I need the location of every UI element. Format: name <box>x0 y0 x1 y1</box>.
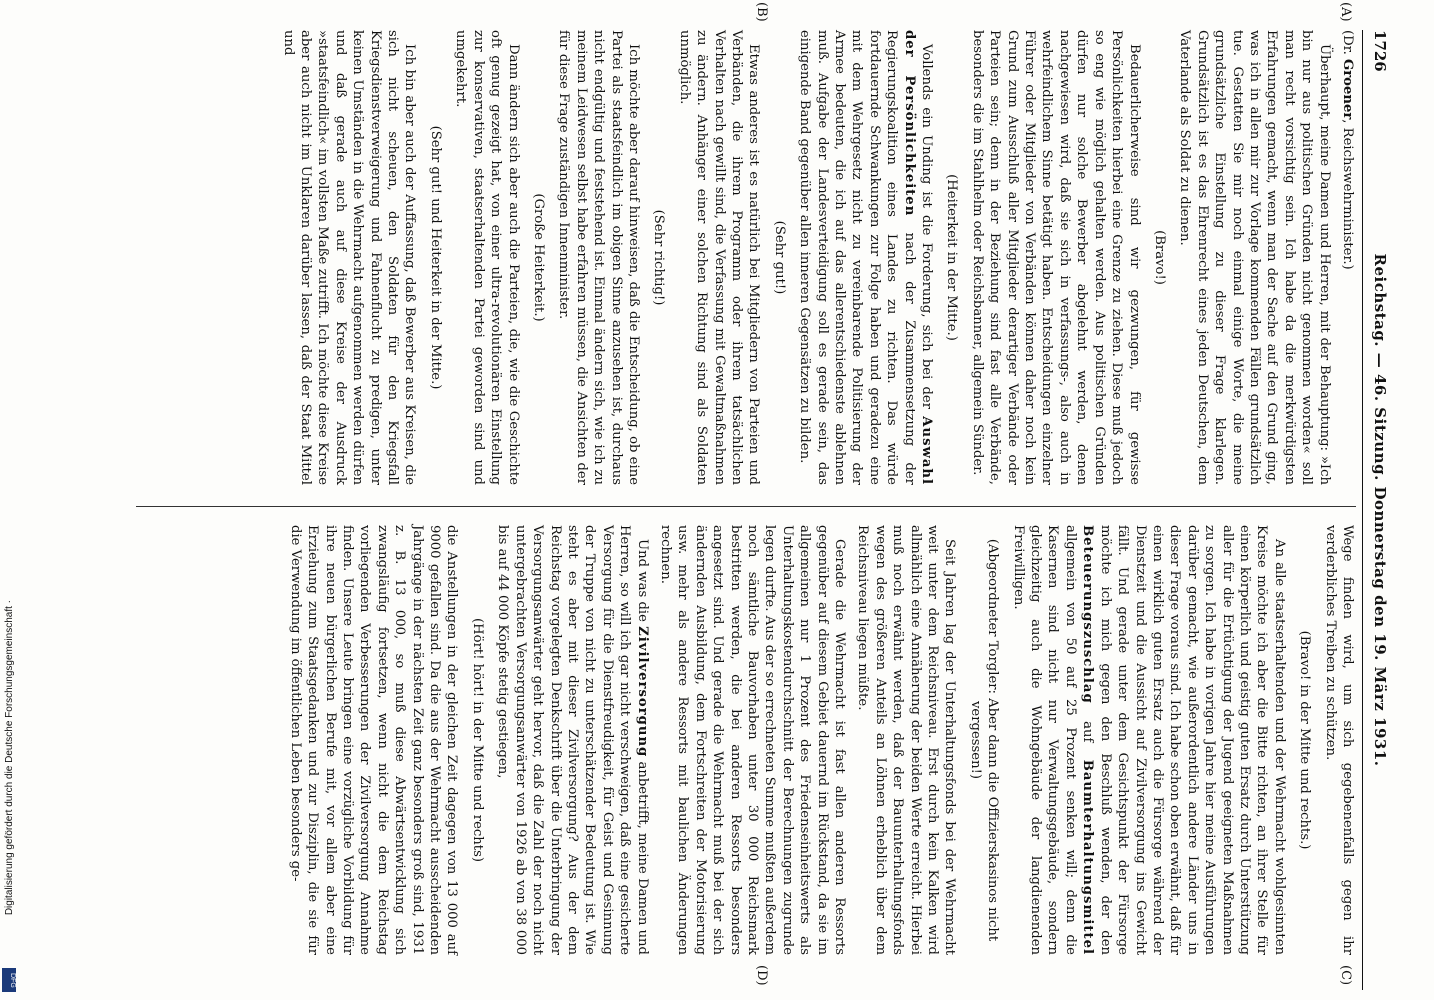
emphasis: Auswahl der Persönlichkeiten <box>901 30 935 485</box>
margin-marker-c: (C) <box>1338 965 1353 986</box>
speaker-line <box>1339 30 1356 485</box>
paragraph <box>494 525 651 955</box>
column-divider <box>136 506 1356 507</box>
paragraph: Bedauerlicherweise sind wir gezwungen, für gewisse Persönlichkeiten hierbei eine Grenze zu ziehen. Diese muß jedoch so eng wie möglich gehalten werden. Aus politischen Gründen dürfen nur solche Bewerber abgelehnt werden, denen nachgewiesen wird, daß sie sich in verfassungs-, also auch in wehrfeindlichem Sinne betätigt haben. Entscheidungen einzelner Führer oder Mitglieder von Verbänden können daher noch kein Grund zum Ausschluß aller Mitglieder derartiger Verbände oder Parteien sein; denn in der Beziehung sind fast alle Verbände, besonders die im Stahlhelm oder Reichsbanner, allgemein Sünder. <box>969 30 1142 485</box>
paragraph: die Anstellungen in der gleichen Zeit dagegen von 13 000 auf 9000 gefallen sind. Da die aus der Wehrmacht ausscheidenden Jahrgänge in der nächsten Zeit ganz besonders groß sind, 1931 z. B. 13 000, so muß diese Abwärtsentwicklung sich zwangsläufig fortsetzen, wenn nicht die dem Reichstag vorliegenden Verbesserungen der Zivilversorgung Annahme finden. Unsere Leute bringen eine vorzügliche Vorbildung für ihre neuen bürgerlichen Berufe mit, vor allem aber eine Erziehung zum Staatsgedanken und zur Disziplin, die sie für die Verwendung im öffentlichen Leben besonders ge- <box>287 525 460 955</box>
paragraph: Etwas anderes ist es natürlich bei Mitgliedern von Parteien und Verbänden, die ihrem Programm oder ihrem tatsächlichen Verhalten nach gewillt sind, die Verfassung mit Gewaltmaßnahmen zu ändern. Anhänger einer solchen Richtung sind als Soldaten unmöglich. <box>676 30 762 485</box>
text-run: Und was die <box>634 539 650 627</box>
speaker-role: , Reichswehrminister.) <box>1340 119 1355 270</box>
paragraph: Überhaupt, meine Damen und Herren, mit der Behauptung: »Ich bin nur aus politischen Gründen nicht genommen worden« soll man recht vorsichtig sein. Ich habe da die merkwürdigsten Erfahrungen gemacht, wenn man der Sache auf den Grund ging, was ich in allen mir zur Vorlage kommenden Fällen grundsätzlich tue. Gestatten Sie mir noch einmal einige Worte, die meine grundsätzliche Einstellung zu dieser Frage klarlegen. Grundsätzlich ist es das Ehrenrecht eines jeden Deutschen, dem Vaterlande als Soldat zu dienen. <box>1177 30 1332 485</box>
margin-marker-b: (B) <box>754 2 769 22</box>
interjection: (Große Heiterkeit.) <box>530 193 546 322</box>
paragraph: Seit Jahren lag der Unterhaltungsfonds bei der Wehrmacht weit unter dem Reichsniveau. Erst durch kein Kalken wird allmählich eine Annäherung der beiden Werte erreicht. Hierbei muß noch erwähnt werden, daß der Bauunterhaltungsfonds wegen des größeren Anteils an Löhnen erheblich über dem Reichsniveau liegen müßte. <box>855 525 958 955</box>
emphasis: Zivilversorgung <box>634 626 650 758</box>
paragraph <box>796 30 935 485</box>
paragraph: Ich möchte aber darauf hinweisen, daß die Entscheidung, ob eine Partei als staatsfeindlich im obigen Sinne anzusehen ist, durchaus nicht endgültig und feststehend ist. Einmal ändern sich, wie ich zu meinem Leidwesen selbst habe erfahren müssen, die Ansichten der für diese Frage zuständigen Innenminister. <box>556 30 641 485</box>
paragraph: Ich bin aber auch der Auffassung, daß Bewerber aus Kreisen, die sich nicht scheuen, den Soldaten für den Kriegsfall Kriegsdienstverweigerung und Fahnenflucht zu predigen, unter keinen Umständen in die Wehrmacht aufgenommen werden dürfen und daß gerade auch auf diese Kreise der Ausdruck »staatsfeindlich« im vollsten Maße zutrifft. Ich möchte diese Kreise aber auch nicht im Unklaren darüber lassen, daß der Staat Mittel und <box>280 30 418 485</box>
rotated-page-content <box>130 2 1390 990</box>
text-run: allgemein von 50 auf 25 Prozent senken will; denn die Kasernen sind nicht nur Verwaltungsgebäude, sondern gleichzeitig auch die Wohngebäude der langdienenden Freiwilligen. <box>1010 525 1078 955</box>
margin-marker-a: (A) <box>1338 2 1353 22</box>
header-rule <box>1362 30 1363 990</box>
interjection: (Bravo!) <box>1151 230 1167 285</box>
digitization-footer <box>2 600 18 960</box>
emphasis: Baumterhaltungsmittel <box>1080 759 1096 955</box>
interjection: (Hört! hört! in der Mitte und rechts) <box>469 618 485 862</box>
text-run: auf <box>1080 703 1096 760</box>
text-run: An alle staatserhaltenden und der Wehrmacht wohlgesinnten Kreise möchte ich aber die Bitte richten, an ihrer Stelle für einen körperlich und geistig guten Ersatz durch Unterstützung aller für die Ertüchtigung der Jugend geeigneten Maßnahmen zu sorgen. Ich habe in vorigen Jahre hier meine Ausführungen darüber gemacht, wie außerordentlich andere Länder uns in dieser Frage voraus sind. Ich habe schon oben erwähnt, daß für einen wirklich guten Ersatz auch die Fürsorge während der Dienstzeit und die Aussicht auf Zivilversorgung ins Gewicht fällt. Und gerade unter dem Gesichtspunkt der Fürsorge möchte ich mich gegen den Beschluß wenden, der den <box>1097 525 1287 955</box>
text-run: anbetrifft, meine Damen und Herren, so will ich gar nicht verschweigen, daß eine gesicherte Versorgung für die Dienstfreudigkeit, für Geist und Gesinnung der Truppe von nicht zu unterschätzender Bedeutung ist. Wie steht es aber mit dieser Zivilversorgung? Aus der dem Reichstag vorgelegten Denkschrift über die Unterbringung der Versorgungsanwärter geht hervor, daß die Zahl der noch nicht untergebrachten Versorgungsanwärter von 1926 ab von 38 000 bis auf 44 000 Köpfe stetig gestiegen, <box>495 525 650 955</box>
paragraph: Wege finden wird, um sich gegebenenfalls gegen ihr verderbliches Treiben zu schützen. <box>1322 525 1355 955</box>
dfg-logo: DFG <box>2 968 16 992</box>
paragraph: Gerade die Wehrmacht ist fast allen anderen Ressorts gegenüber auf diesem Gebiet dauernd im Rückstand, da sie im allgemeinen nur 1 Prozent des Friedenseinheitswerts als Unterhaltungskostendurchschnitt der Berechnungen zugrunde legen durfte. Aus der so errechneten Summe mußten außerdem noch sämtliche Bauvorhaben unter 30 000 Reichsmark bestritten werden, die bei anderen Ressorts besonders angesetzt sind. Und gerade die Wehrmacht muß bei der sich ändernden Ausbildung, dem Fortschreiten der Motorisierung usw. mehr als andere Ressorts mit baulichen Änderungen rechnen. <box>657 525 848 955</box>
interjection: (Sehr gut! und Heiterkeit in der Mitte.) <box>427 125 443 390</box>
interjection: (Abgeordneter Torgler: Aber dann die Offizierskasinos nicht vergessen!) <box>967 538 1001 942</box>
page-header <box>1364 30 1390 990</box>
page-title: Reichstag. — 46. Sitzung. Donnerstag den 19. März 1931. <box>1371 253 1389 767</box>
page-number: 1726 <box>1371 30 1389 72</box>
interjection: (Bravo! in der Mitte und rechts.) <box>1297 630 1313 850</box>
footer-text: Digitalisierung gefördert durch die Deutsche Forschungsgemeinschaft · <box>4 600 15 916</box>
speaker-name: Groener <box>1340 58 1355 120</box>
interjection: (Sehr richtig!) <box>651 209 667 306</box>
left-column <box>273 30 1356 485</box>
emphasis: Beteuerungszuschlag <box>1080 525 1096 704</box>
interjection: (Heiterkeit in der Mitte.) <box>944 174 960 341</box>
text-run: nach der Zusammensetzung der Regierungskoalition eines Landes zu richten. Das würde fortdauernde Schwankungen zur Folge haben und geradezu eine mit dem Wehrgesetz nicht zu vereinbarende Politisierung der Armee bedeuten, die ich auf das allerentschiedenste ablehnen muß. Aufgabe der Landesverteidigung soll es gerade sein, das einigende Band gegenüber allen inneren Gegensätzen zu bilden. <box>797 30 917 485</box>
paragraph: Dann ändern sich aber auch die Parteien, die, wie die Geschichte oft genug gezeigt hat, von einer ultra-revolutionären Einstellung zur konservativen, staatserhaltenden Partei geworden sind und umgekehrt. <box>453 30 521 485</box>
margin-marker-d: (D) <box>754 965 769 986</box>
text-run: Vollends ein Unding ist die Forderung, sich bei der <box>919 44 935 417</box>
interjection: (Sehr gut!) <box>771 220 787 295</box>
speaker-open: (Dr. <box>1340 30 1355 55</box>
paragraph <box>1009 525 1288 955</box>
right-column <box>280 525 1356 955</box>
